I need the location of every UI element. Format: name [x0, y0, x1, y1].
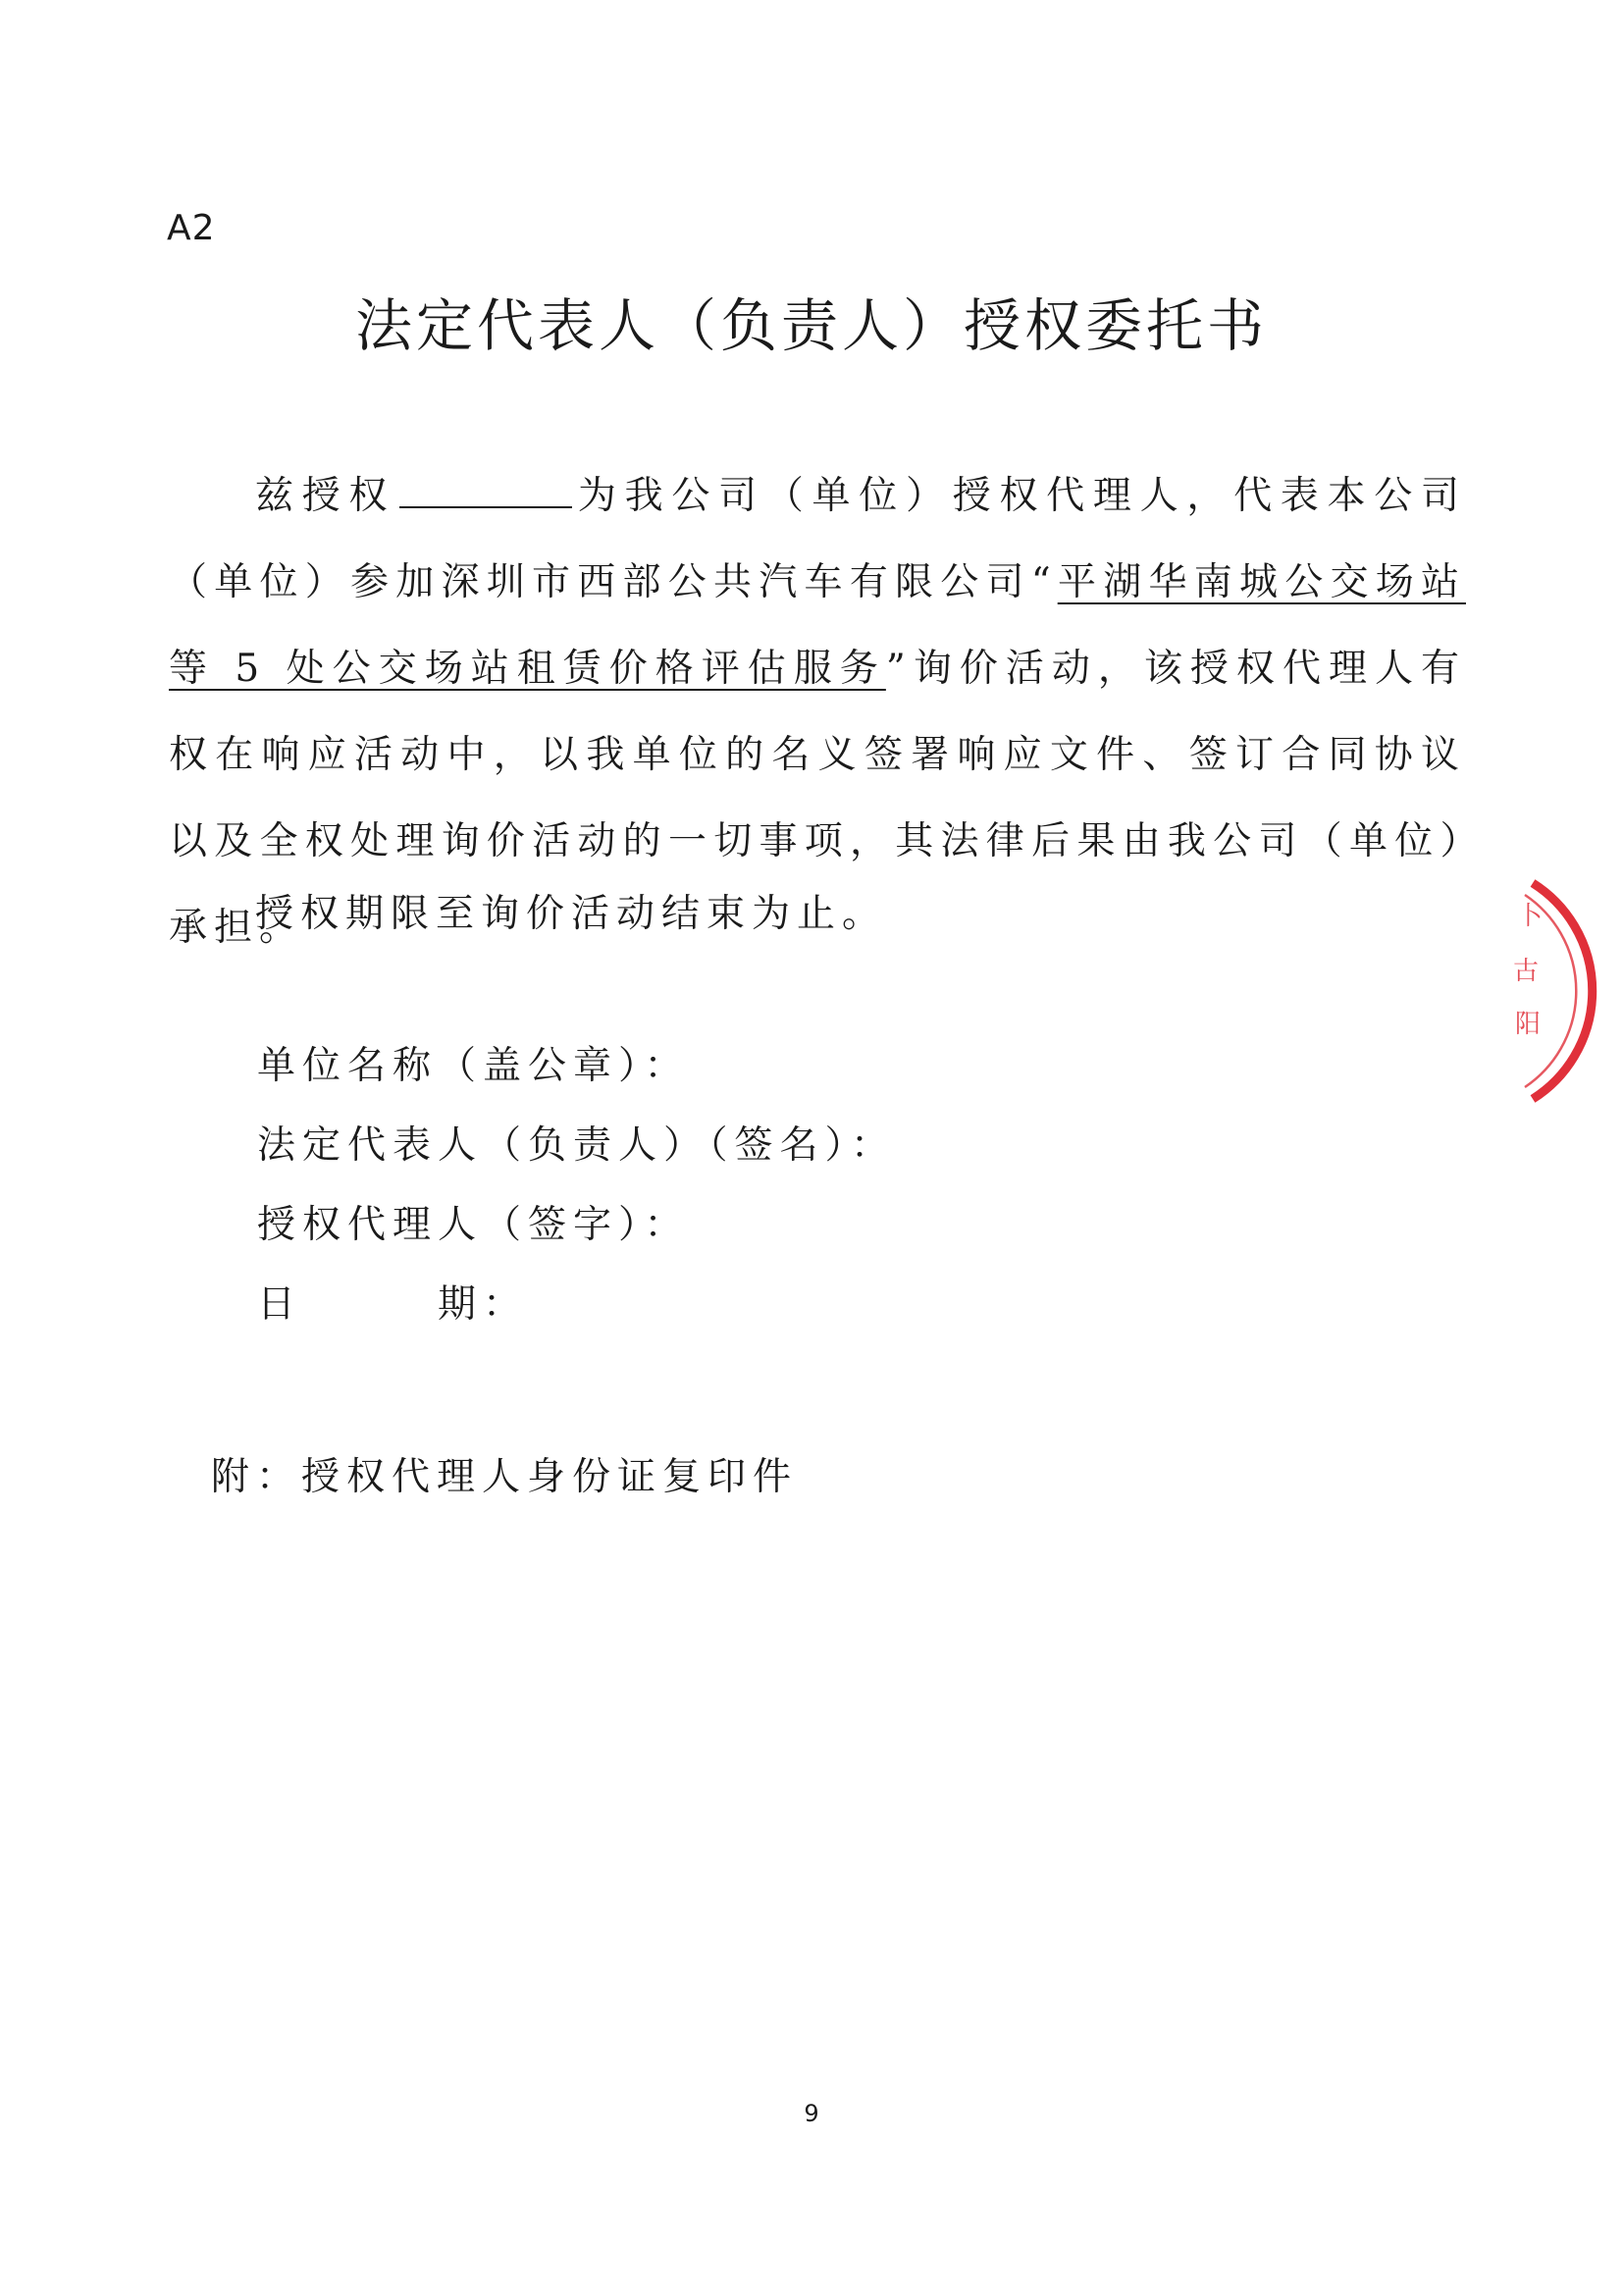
authorization-period: 授权期限至询价活动结束为止。	[255, 892, 888, 936]
agent-name-blank	[399, 473, 572, 508]
paragraph-middle-text: 为我公司（单位）授权代理人，代表本公司（单位）参加深圳市西部公共汽车有限公司“	[169, 474, 1466, 604]
unit-name-line: 单位名称（盖公章）：	[257, 1044, 690, 1088]
project-name: 平湖华南城公交场站等 5 处公交场站租赁价格评估服务	[169, 560, 1466, 691]
date-line: 日 期：	[257, 1282, 529, 1327]
page-number: 9	[804, 2100, 819, 2127]
document-title: 法定代表人（负责人）授权委托书	[354, 292, 1268, 359]
company-seal-partial	[1492, 863, 1623, 1119]
agent-signature-line: 授权代理人（签字）：	[257, 1203, 690, 1247]
legal-rep-line: 法定代表人（负责人）（签名）：	[257, 1123, 897, 1168]
svg-text:古: 古	[1513, 957, 1540, 986]
svg-text:阳: 阳	[1515, 1010, 1542, 1039]
paragraph-end-text: ”询价活动，该授权代理人有权在响应活动中，以我单位的名义签署响应文件、签订合同协议以及全权处理询价活动的一切事项，其法律后果由我公司（单位）承担。	[169, 647, 1466, 950]
document-code: A2	[167, 208, 216, 248]
svg-text:卜: 卜	[1517, 902, 1544, 931]
attachment-note: 附：授权代理人身份证复印件	[211, 1455, 799, 1499]
paragraph-lead-text: 兹授权	[255, 474, 396, 518]
